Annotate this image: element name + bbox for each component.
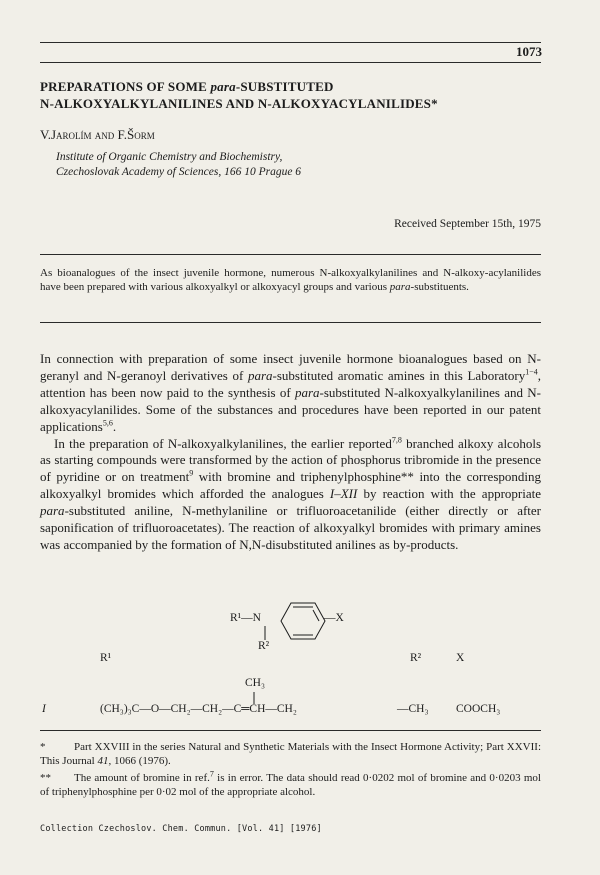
structure-x: —X	[324, 612, 344, 624]
abstract-bottom-rule	[40, 322, 541, 323]
paragraph-1: In connection with preparation of some insect juvenile hormone bioanalogues based on N-geranyl and N-geranoyl derivatives of para-substituted aromatic amines in this Laboratory$^{1-4}$, attention has been now paid to the synthesis of para-substituted N-alkoxyalkylanilines and N-alkoxyacylanilides. Some of the substances and procedures have been reported in our patent applications$^{5,6}$.	[40, 351, 541, 434]
structure-r1-n: R¹—N	[230, 612, 261, 624]
compound-x: COOCH₃	[456, 703, 501, 715]
structure-bond	[263, 626, 267, 640]
top-rule	[40, 42, 541, 43]
benzene-ring	[280, 600, 326, 642]
compound-r1: (CH₃)₃C—O—CH₂—CH₂—C═CH—CH₂	[100, 703, 297, 715]
column-header-r1: R¹	[100, 652, 112, 664]
footnote-2: ** The amount of bromine in ref.$^7$ is in error. The data should read 0·0202 mol of bromine and 0·0203 mol of triphenylphosphine per 0·02 mol of the appropriate alcohol.	[40, 769, 541, 798]
footnote-rule	[40, 730, 541, 731]
footnote-1: * Part XXVIII in the series Natural and Synthetic Materials with the Insect Hormone Activity; Part XXVII: This Journal 41, 1066 (1976).	[40, 741, 541, 767]
compound-number: I	[42, 703, 46, 715]
structure-r2: R²	[258, 640, 270, 652]
body-text	[40, 351, 541, 554]
affiliation: Institute of Organic Chemistry and Biochemistry, Czechoslovak Academy of Sciences, 166 10 Prague 6	[56, 151, 302, 178]
compound-r2: —CH₃	[397, 703, 429, 715]
journal-footer: Collection Czechoslov. Chem. Commun. [Vol. 41] [1976]	[40, 824, 322, 834]
column-header-x: X	[456, 652, 465, 664]
authors: V.Jarolím and F.Šorm	[40, 127, 155, 142]
footnotes	[40, 740, 541, 802]
received-date: Received September 15th, 1975	[394, 218, 541, 230]
header-rule	[40, 62, 541, 63]
abstract-top-rule	[40, 254, 541, 255]
abstract: As bioanalogues of the insect juvenile hormone, numerous N-alkoxyalkylanilines and N-alkoxy-acylanilides have been prepared with various alkoxyalkyl or alkoxyacyl groups and various para-substituents.	[40, 267, 541, 294]
structure-formula	[228, 598, 368, 660]
column-header-r2: R²	[410, 652, 422, 664]
methyl-group: CH₃	[245, 677, 265, 689]
paragraph-2: In the preparation of N-alkoxyalkylanilines, the earlier reported$^{7,8}$ branched alkoxy alcohols as starting compounds were transformed by the action of phosphorus tribromide in the presence of pyridine or on treatment$^9$ with bromine and triphenylphosphine** into the corresponding alkoxyalkyl bromides which afforded the analogues I–XII by reaction with the appropriate para-substituted aniline, N-methylaniline or trifluoroacetanilide (either directly or after saponification of trifluoroacetates). The reaction of alkoxyalkyl bromides with primary amines was accompanied by the formation of N,N-disubstituted anilines as by-products.	[40, 435, 541, 552]
page-number: 1073	[516, 44, 542, 59]
article-title: PREPARATIONS OF SOME para-SUBSTITUTED N-ALKOXYALKYLANILINES AND N-ALKOXYACYLANILIDES*	[40, 79, 438, 111]
